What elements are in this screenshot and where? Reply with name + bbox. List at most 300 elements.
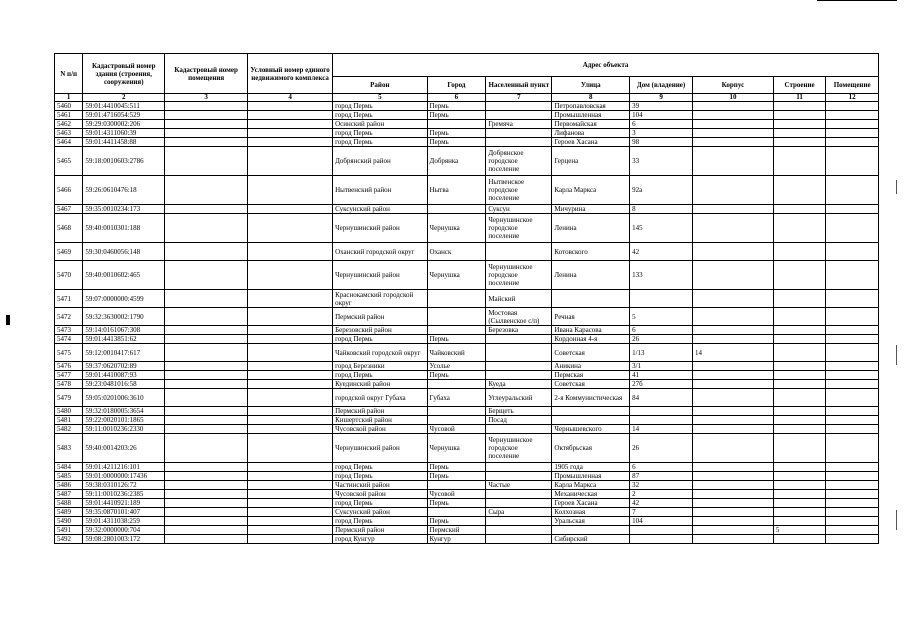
room-cadastral-number xyxy=(165,463,248,472)
korpus-cell xyxy=(693,416,774,425)
building-cell: 5 xyxy=(773,526,825,535)
cadastral-number: 59:01:4211216:101 xyxy=(83,463,165,472)
district-cell: Чернушинский район xyxy=(333,434,427,463)
conditional-number xyxy=(248,389,333,407)
column-number: 4 xyxy=(248,94,333,102)
column-number: 6 xyxy=(427,94,486,102)
building-cell xyxy=(773,176,825,205)
settlement-cell: Куеда xyxy=(486,380,552,389)
header-house: Дом (владение) xyxy=(630,77,693,94)
house-cell: 26 xyxy=(630,335,693,344)
table-row xyxy=(55,290,879,308)
city-cell xyxy=(427,326,486,335)
conditional-number xyxy=(248,499,333,508)
cadastral-number: 59:35:0010234:173 xyxy=(83,205,165,214)
header-korpus: Корпус xyxy=(693,77,774,94)
column-number: 5 xyxy=(333,94,427,102)
korpus-cell xyxy=(693,425,774,434)
korpus-cell xyxy=(693,380,774,389)
building-cell xyxy=(773,214,825,243)
street-cell: Советская xyxy=(552,344,630,362)
building-cell xyxy=(773,517,825,526)
column-number: 1 xyxy=(55,94,83,102)
table-row xyxy=(55,214,879,243)
house-cell: 3/1 xyxy=(630,362,693,371)
room-cadastral-number xyxy=(165,380,248,389)
row-number: 5460 xyxy=(55,102,83,111)
building-cell xyxy=(773,434,825,463)
cadastral-number: 59:26:0610476:18 xyxy=(83,176,165,205)
korpus-cell xyxy=(693,490,774,499)
house-cell: 41 xyxy=(630,371,693,380)
city-cell: Чернушка xyxy=(427,261,486,290)
column-number: 3 xyxy=(165,94,248,102)
cadastral-number: 59:40:0010602:465 xyxy=(83,261,165,290)
korpus-cell xyxy=(693,389,774,407)
building-cell xyxy=(773,416,825,425)
settlement-cell xyxy=(486,490,552,499)
settlement-cell: Сыра xyxy=(486,508,552,517)
header-room: Помещение xyxy=(826,77,879,94)
settlement-cell: Нытвенское городское поселение xyxy=(486,176,552,205)
building-cell xyxy=(773,463,825,472)
korpus-cell: 14 xyxy=(693,344,774,362)
settlement-cell xyxy=(486,111,552,120)
conditional-number xyxy=(248,214,333,243)
house-cell xyxy=(630,416,693,425)
street-cell xyxy=(552,407,630,416)
city-cell: Пермь xyxy=(427,472,486,481)
conditional-number xyxy=(248,102,333,111)
building-cell xyxy=(773,380,825,389)
korpus-cell xyxy=(693,481,774,490)
house-cell: 6 xyxy=(630,326,693,335)
cadastral-number: 59:37:0620702:89 xyxy=(83,362,165,371)
street-cell: Петропавловская xyxy=(552,102,630,111)
corner-rule xyxy=(817,0,897,1)
korpus-cell xyxy=(693,499,774,508)
house-cell: 133 xyxy=(630,261,693,290)
conditional-number xyxy=(248,335,333,344)
room-cell xyxy=(826,176,879,205)
korpus-cell xyxy=(693,120,774,129)
street-cell: 1905 года xyxy=(552,463,630,472)
building-cell xyxy=(773,243,825,261)
settlement-cell: Добрянское городское поселение xyxy=(486,147,552,176)
table-row xyxy=(55,308,879,326)
column-number: 7 xyxy=(486,94,552,102)
settlement-cell: Майский xyxy=(486,290,552,308)
row-number: 5486 xyxy=(55,481,83,490)
street-cell: Котовского xyxy=(552,243,630,261)
conditional-number xyxy=(248,416,333,425)
row-number: 5482 xyxy=(55,425,83,434)
room-cadastral-number xyxy=(165,434,248,463)
district-cell: Краснокамский городской округ xyxy=(333,290,427,308)
conditional-number xyxy=(248,425,333,434)
room-cadastral-number xyxy=(165,535,248,544)
settlement-cell xyxy=(486,526,552,535)
district-cell: город Пермь xyxy=(333,517,427,526)
district-cell: Куединский район xyxy=(333,380,427,389)
building-cell xyxy=(773,326,825,335)
row-number: 5488 xyxy=(55,499,83,508)
korpus-cell xyxy=(693,129,774,138)
column-number: 2 xyxy=(83,94,165,102)
scan-mark xyxy=(896,345,897,365)
table-row xyxy=(55,344,879,362)
header-district: Район xyxy=(333,77,427,94)
district-cell: Частинский район xyxy=(333,481,427,490)
house-cell: 14 xyxy=(630,425,693,434)
house-cell: 8 xyxy=(630,205,693,214)
room-cadastral-number xyxy=(165,371,248,380)
row-number: 5464 xyxy=(55,138,83,147)
district-cell: Пермский район xyxy=(333,308,427,326)
building-cell xyxy=(773,481,825,490)
building-cell xyxy=(773,508,825,517)
korpus-cell xyxy=(693,290,774,308)
settlement-cell xyxy=(486,335,552,344)
city-cell xyxy=(427,508,486,517)
row-number: 5475 xyxy=(55,344,83,362)
korpus-cell xyxy=(693,138,774,147)
conditional-number xyxy=(248,205,333,214)
row-number: 5485 xyxy=(55,472,83,481)
district-cell: Пермский район xyxy=(333,526,427,535)
table-row xyxy=(55,425,879,434)
conditional-number xyxy=(248,463,333,472)
city-cell: Пермский xyxy=(427,526,486,535)
cadastral-number: 59:12:0010417:617 xyxy=(83,344,165,362)
room-cadastral-number xyxy=(165,344,248,362)
row-number: 5465 xyxy=(55,147,83,176)
cadastral-number: 59:40:0010301:188 xyxy=(83,214,165,243)
table-row xyxy=(55,535,879,544)
row-number: 5473 xyxy=(55,326,83,335)
city-cell xyxy=(427,481,486,490)
city-cell: Нытва xyxy=(427,176,486,205)
district-cell: Чусовской район xyxy=(333,490,427,499)
row-number: 5491 xyxy=(55,526,83,535)
conditional-number xyxy=(248,535,333,544)
conditional-number xyxy=(248,481,333,490)
cadastral-number: 59:01:4311038:259 xyxy=(83,517,165,526)
settlement-cell xyxy=(486,102,552,111)
table-row xyxy=(55,407,879,416)
cadastral-number: 59:01:4411458:88 xyxy=(83,138,165,147)
street-cell: Сибирский xyxy=(552,535,630,544)
scan-mark xyxy=(896,180,897,194)
row-number: 5481 xyxy=(55,416,83,425)
room-cadastral-number xyxy=(165,176,248,205)
city-cell: Кунгур xyxy=(427,535,486,544)
building-cell xyxy=(773,120,825,129)
room-cadastral-number xyxy=(165,120,248,129)
cadastral-number: 59:05:0201006:3610 xyxy=(83,389,165,407)
table-row xyxy=(55,371,879,380)
cadastral-number: 59:01:4413851:62 xyxy=(83,335,165,344)
table-row xyxy=(55,205,879,214)
column-number: 8 xyxy=(552,94,630,102)
header-conditional-number: Условный номер единого недвижимого комплекса xyxy=(248,54,333,94)
korpus-cell xyxy=(693,243,774,261)
street-cell: Мичурина xyxy=(552,205,630,214)
conditional-number xyxy=(248,344,333,362)
cadastral-number: 59:32:3630002:1790 xyxy=(83,308,165,326)
column-number-row xyxy=(55,94,879,102)
room-cell xyxy=(826,261,879,290)
settlement-cell: Суксун xyxy=(486,205,552,214)
building-cell xyxy=(773,389,825,407)
conditional-number xyxy=(248,138,333,147)
settlement-cell: Чернушинское городское поселение xyxy=(486,261,552,290)
room-cadastral-number xyxy=(165,526,248,535)
city-cell: Чернушка xyxy=(427,434,486,463)
conditional-number xyxy=(248,380,333,389)
table-row xyxy=(55,490,879,499)
header-num: N п/п xyxy=(55,54,83,94)
house-cell: 5 xyxy=(630,308,693,326)
korpus-cell xyxy=(693,535,774,544)
building-cell xyxy=(773,129,825,138)
district-cell: Чернушинский район xyxy=(333,214,427,243)
table-row xyxy=(55,243,879,261)
building-cell xyxy=(773,344,825,362)
district-cell: Добрянский район xyxy=(333,147,427,176)
room-cell xyxy=(826,416,879,425)
row-number: 5487 xyxy=(55,490,83,499)
city-cell xyxy=(427,308,486,326)
settlement-cell xyxy=(486,129,552,138)
settlement-cell xyxy=(486,472,552,481)
cadastral-number: 59:08:2801003:172 xyxy=(83,535,165,544)
conditional-number xyxy=(248,490,333,499)
room-cadastral-number xyxy=(165,407,248,416)
settlement-cell xyxy=(486,371,552,380)
conditional-number xyxy=(248,261,333,290)
building-cell xyxy=(773,362,825,371)
settlement-cell: Мостовая (Сылвенское с/п) xyxy=(486,308,552,326)
building-cell xyxy=(773,407,825,416)
city-cell: Чусовой xyxy=(427,425,486,434)
table-row xyxy=(55,508,879,517)
settlement-cell xyxy=(486,243,552,261)
street-cell: Герцена xyxy=(552,147,630,176)
conditional-number xyxy=(248,243,333,261)
table-row xyxy=(55,129,879,138)
korpus-cell xyxy=(693,463,774,472)
district-cell: Суксунский район xyxy=(333,205,427,214)
room-cadastral-number xyxy=(165,425,248,434)
cadastral-number: 59:32:0180005:3654 xyxy=(83,407,165,416)
table-row xyxy=(55,499,879,508)
row-number: 5492 xyxy=(55,535,83,544)
row-number: 5477 xyxy=(55,371,83,380)
cadastral-number: 59:30:0460056:148 xyxy=(83,243,165,261)
settlement-cell xyxy=(486,344,552,362)
building-cell xyxy=(773,111,825,120)
house-cell: 33 xyxy=(630,147,693,176)
scan-mark xyxy=(6,315,10,325)
room-cell xyxy=(826,205,879,214)
korpus-cell xyxy=(693,147,774,176)
room-cadastral-number xyxy=(165,261,248,290)
room-cadastral-number xyxy=(165,243,248,261)
city-cell xyxy=(427,416,486,425)
cadastral-number: 59:23:0481016:58 xyxy=(83,380,165,389)
city-cell: Пермь xyxy=(427,463,486,472)
room-cell xyxy=(826,508,879,517)
korpus-cell xyxy=(693,214,774,243)
house-cell xyxy=(630,526,693,535)
house-cell: 6 xyxy=(630,120,693,129)
room-cell xyxy=(826,490,879,499)
room-cadastral-number xyxy=(165,147,248,176)
settlement-cell xyxy=(486,138,552,147)
conditional-number xyxy=(248,147,333,176)
scan-mark xyxy=(896,510,897,530)
korpus-cell xyxy=(693,335,774,344)
street-cell: Советская xyxy=(552,380,630,389)
korpus-cell xyxy=(693,176,774,205)
room-cadastral-number xyxy=(165,481,248,490)
city-cell: Пермь xyxy=(427,102,486,111)
table-row xyxy=(55,380,879,389)
room-cadastral-number xyxy=(165,138,248,147)
street-cell: Механическая xyxy=(552,490,630,499)
city-cell xyxy=(427,290,486,308)
settlement-cell xyxy=(486,499,552,508)
house-cell: 98 xyxy=(630,138,693,147)
district-cell: Кишертский район xyxy=(333,416,427,425)
district-cell: город Пермь xyxy=(333,335,427,344)
header-cadastral-room: Кадастровый номер помещения xyxy=(165,54,248,94)
table-row xyxy=(55,111,879,120)
row-number: 5479 xyxy=(55,389,83,407)
conditional-number xyxy=(248,472,333,481)
room-cell xyxy=(826,425,879,434)
conditional-number xyxy=(248,111,333,120)
house-cell: 104 xyxy=(630,517,693,526)
room-cadastral-number xyxy=(165,335,248,344)
conditional-number xyxy=(248,407,333,416)
cadastral-number: 59:01:4311060:39 xyxy=(83,129,165,138)
street-cell xyxy=(552,290,630,308)
korpus-cell xyxy=(693,526,774,535)
street-cell: Ленина xyxy=(552,261,630,290)
district-cell: город Пермь xyxy=(333,111,427,120)
room-cell xyxy=(826,335,879,344)
row-number: 5470 xyxy=(55,261,83,290)
district-cell: город Кунгур xyxy=(333,535,427,544)
conditional-number xyxy=(248,176,333,205)
settlement-cell: Березовка xyxy=(486,326,552,335)
korpus-cell xyxy=(693,472,774,481)
room-cadastral-number xyxy=(165,111,248,120)
korpus-cell xyxy=(693,508,774,517)
street-cell: Кордонная 4-я xyxy=(552,335,630,344)
city-cell xyxy=(427,380,486,389)
room-cell xyxy=(826,214,879,243)
house-cell: 1/13 xyxy=(630,344,693,362)
street-cell: Героев Хасана xyxy=(552,138,630,147)
street-cell: Речная xyxy=(552,308,630,326)
city-cell xyxy=(427,407,486,416)
room-cadastral-number xyxy=(165,102,248,111)
district-cell: Чернушинский район xyxy=(333,261,427,290)
room-cadastral-number xyxy=(165,517,248,526)
street-cell: 2-я Коммунистическая xyxy=(552,389,630,407)
row-number: 5478 xyxy=(55,380,83,389)
row-number: 5466 xyxy=(55,176,83,205)
house-cell xyxy=(630,290,693,308)
house-cell: 6 xyxy=(630,463,693,472)
city-cell xyxy=(427,205,486,214)
district-cell: Березовский район xyxy=(333,326,427,335)
house-cell xyxy=(630,407,693,416)
room-cadastral-number xyxy=(165,490,248,499)
street-cell: Уральская xyxy=(552,517,630,526)
settlement-cell: Гремяча xyxy=(486,120,552,129)
row-number: 5489 xyxy=(55,508,83,517)
room-cell xyxy=(826,526,879,535)
row-number: 5463 xyxy=(55,129,83,138)
row-number: 5480 xyxy=(55,407,83,416)
table-row xyxy=(55,434,879,463)
city-cell: Губаха xyxy=(427,389,486,407)
settlement-cell xyxy=(486,362,552,371)
cadastral-number: 59:18:0010603:2786 xyxy=(83,147,165,176)
row-number: 5474 xyxy=(55,335,83,344)
street-cell xyxy=(552,416,630,425)
cadastral-number: 59:40:0014203:26 xyxy=(83,434,165,463)
house-cell: 7 xyxy=(630,508,693,517)
cadastral-number: 59:14:0161067:308 xyxy=(83,326,165,335)
city-cell: Пермь xyxy=(427,335,486,344)
building-cell xyxy=(773,535,825,544)
street-cell: Чернышевского xyxy=(552,425,630,434)
row-number: 5490 xyxy=(55,517,83,526)
header-settlement: Населенный пункт xyxy=(486,77,552,94)
registry-table xyxy=(54,53,879,544)
house-cell: 3 xyxy=(630,129,693,138)
street-cell: Лифанова xyxy=(552,129,630,138)
row-number: 5483 xyxy=(55,434,83,463)
room-cell xyxy=(826,243,879,261)
conditional-number xyxy=(248,517,333,526)
house-cell: 145 xyxy=(630,214,693,243)
city-cell: Чернушка xyxy=(427,214,486,243)
room-cell xyxy=(826,499,879,508)
conditional-number xyxy=(248,508,333,517)
conditional-number xyxy=(248,120,333,129)
cadastral-number: 59:38:0310126:72 xyxy=(83,481,165,490)
cadastral-number: 59:35:0870101:407 xyxy=(83,508,165,517)
room-cell xyxy=(826,535,879,544)
house-cell: 104 xyxy=(630,111,693,120)
house-cell: 39 xyxy=(630,102,693,111)
room-cell xyxy=(826,380,879,389)
city-cell: Добрянка xyxy=(427,147,486,176)
city-cell: Усолье xyxy=(427,362,486,371)
settlement-cell: Чернушинское городское поселение xyxy=(486,214,552,243)
district-cell: Оханский городской округ xyxy=(333,243,427,261)
street-cell: Первомайская xyxy=(552,120,630,129)
row-number: 5461 xyxy=(55,111,83,120)
table-row xyxy=(55,335,879,344)
table-row xyxy=(55,147,879,176)
